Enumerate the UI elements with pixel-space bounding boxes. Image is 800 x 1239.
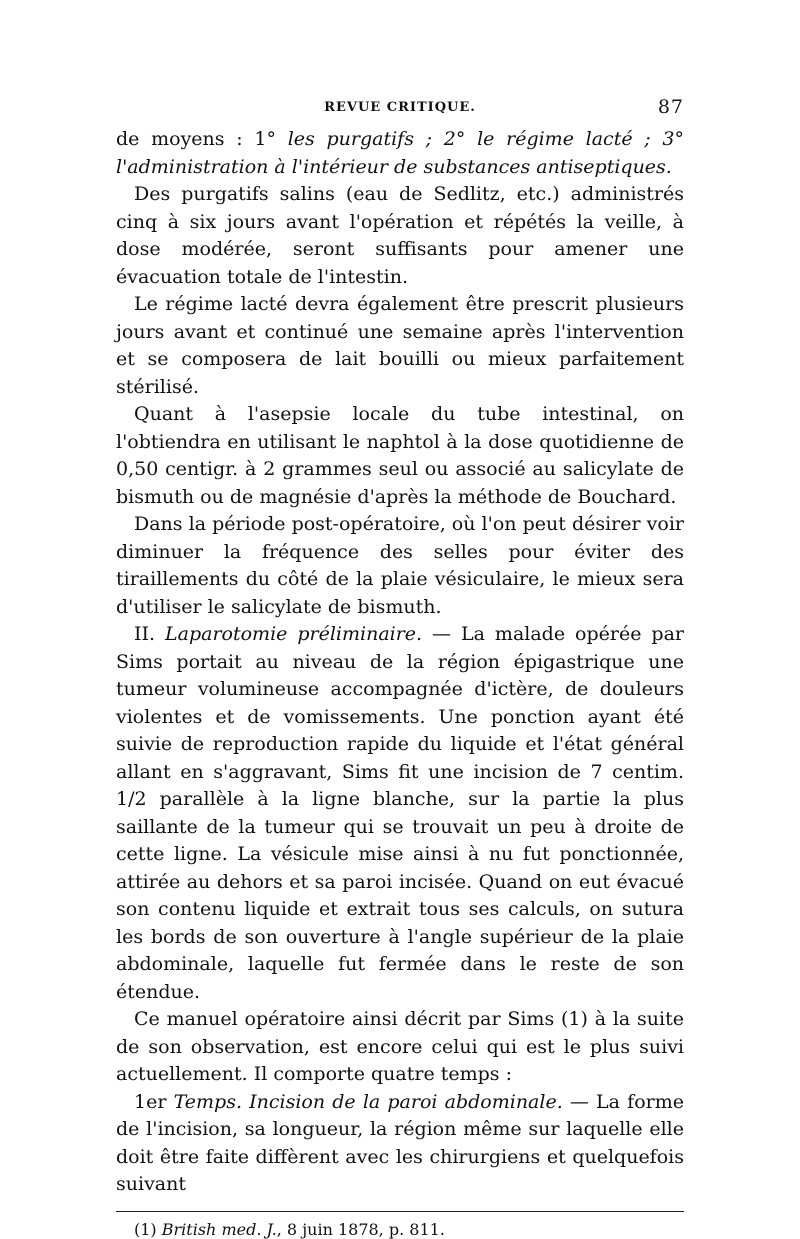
italic-text: Temps. Incision de la paroi abdominale. (173, 1090, 563, 1113)
book-page (116, 96, 684, 1239)
paragraph (116, 401, 684, 511)
text-run: Quant à l'asepsie locale du tube intestinal, on l'obtiendra en utilisant le naphtol à la dose quotidienne de 0,50 centigr. à 2 grammes seul ou associé au salicylate de bismuth ou de magnésie d'après la méthode de Bouchard. (116, 403, 684, 508)
text-run: de moyens : 1° (116, 128, 288, 150)
page-header (116, 96, 684, 120)
footnote-reference: , 8 juin 1878, p. 811. (276, 1219, 445, 1239)
footnote-marker: (1) (134, 1219, 157, 1239)
text-run: Dans la période post-opératoire, où l'on peut désirer voir diminuer la fréquence des selles pour éviter des tiraillements du côté de la plaie vésiculaire, le mieux sera d'utiliser le salicylate de bismuth. (116, 513, 684, 618)
paragraph (116, 291, 684, 401)
paragraph (116, 1089, 684, 1199)
text-run: Le régime lacté devra également être prescrit plusieurs jours avant et continué une semaine après l'intervention et se composera de lait bouilli ou mieux parfaitement stérilisé. (116, 293, 684, 398)
paragraph (116, 621, 684, 1006)
paragraph (116, 126, 684, 181)
italic-text: les purgatifs ; 2° le régime lacté ; 3° l'administration à l'intérieur de substances antiseptiques. (116, 128, 684, 178)
page-number: 87 (657, 96, 684, 118)
paragraph (116, 181, 684, 291)
text-run: Des purgatifs salins (eau de Sedlitz, etc.) administrés cinq à six jours avant l'opération et répétés la veille, à dose modérée, seront suffisants pour amener une évacuation totale de l'intestin. (116, 183, 684, 288)
text-run: 1er (134, 1090, 174, 1113)
footnote-divider (116, 1211, 684, 1212)
text-run: — La malade opérée par Sims portait au niveau de la région épigastrique une tumeur volumineuse accompagnée d'ictère, de douleurs violentes et de vomissements. Une ponction ayant été suivie de reproduction rapide du liquide et l'état général allant en s'aggravant, Sims fit une incision de 7 centim. 1/2 parallèle à la ligne blanche, sur la partie la plus saillante de la tumeur qui se trouvait un peu à droite de cette ligne. La vésicule mise ainsi à nu fut ponctionnée, attirée au dehors et sa paroi incisée. Quand on eut évacué son contenu liquide et extrait tous ses calculs, on sutura les bords de son ouverture à l'angle supérieur de la plaie abdominale, laquelle fut fermée dans le reste de son étendue. (116, 623, 684, 1003)
body-text (116, 126, 684, 1199)
paragraph (116, 1006, 684, 1089)
footnote (116, 1220, 684, 1239)
text-run: — La forme de l'incision, sa longueur, la région même sur laquelle elle doit être faite diffèrent avec les chirurgiens et quelquefois suivant (116, 1090, 684, 1195)
paragraph (116, 511, 684, 621)
text-run: Ce manuel opératoire ainsi décrit par Sims (1) à la suite de son observation, est encore celui qui est le plus suivi actuellement. Il comporte quatre temps : (116, 1008, 684, 1085)
italic-text: Laparotomie préliminaire. (165, 623, 423, 645)
footnote-source: British med. J. (161, 1219, 277, 1239)
running-title: REVUE CRITIQUE. (324, 100, 476, 115)
text-run: II. (134, 623, 166, 645)
